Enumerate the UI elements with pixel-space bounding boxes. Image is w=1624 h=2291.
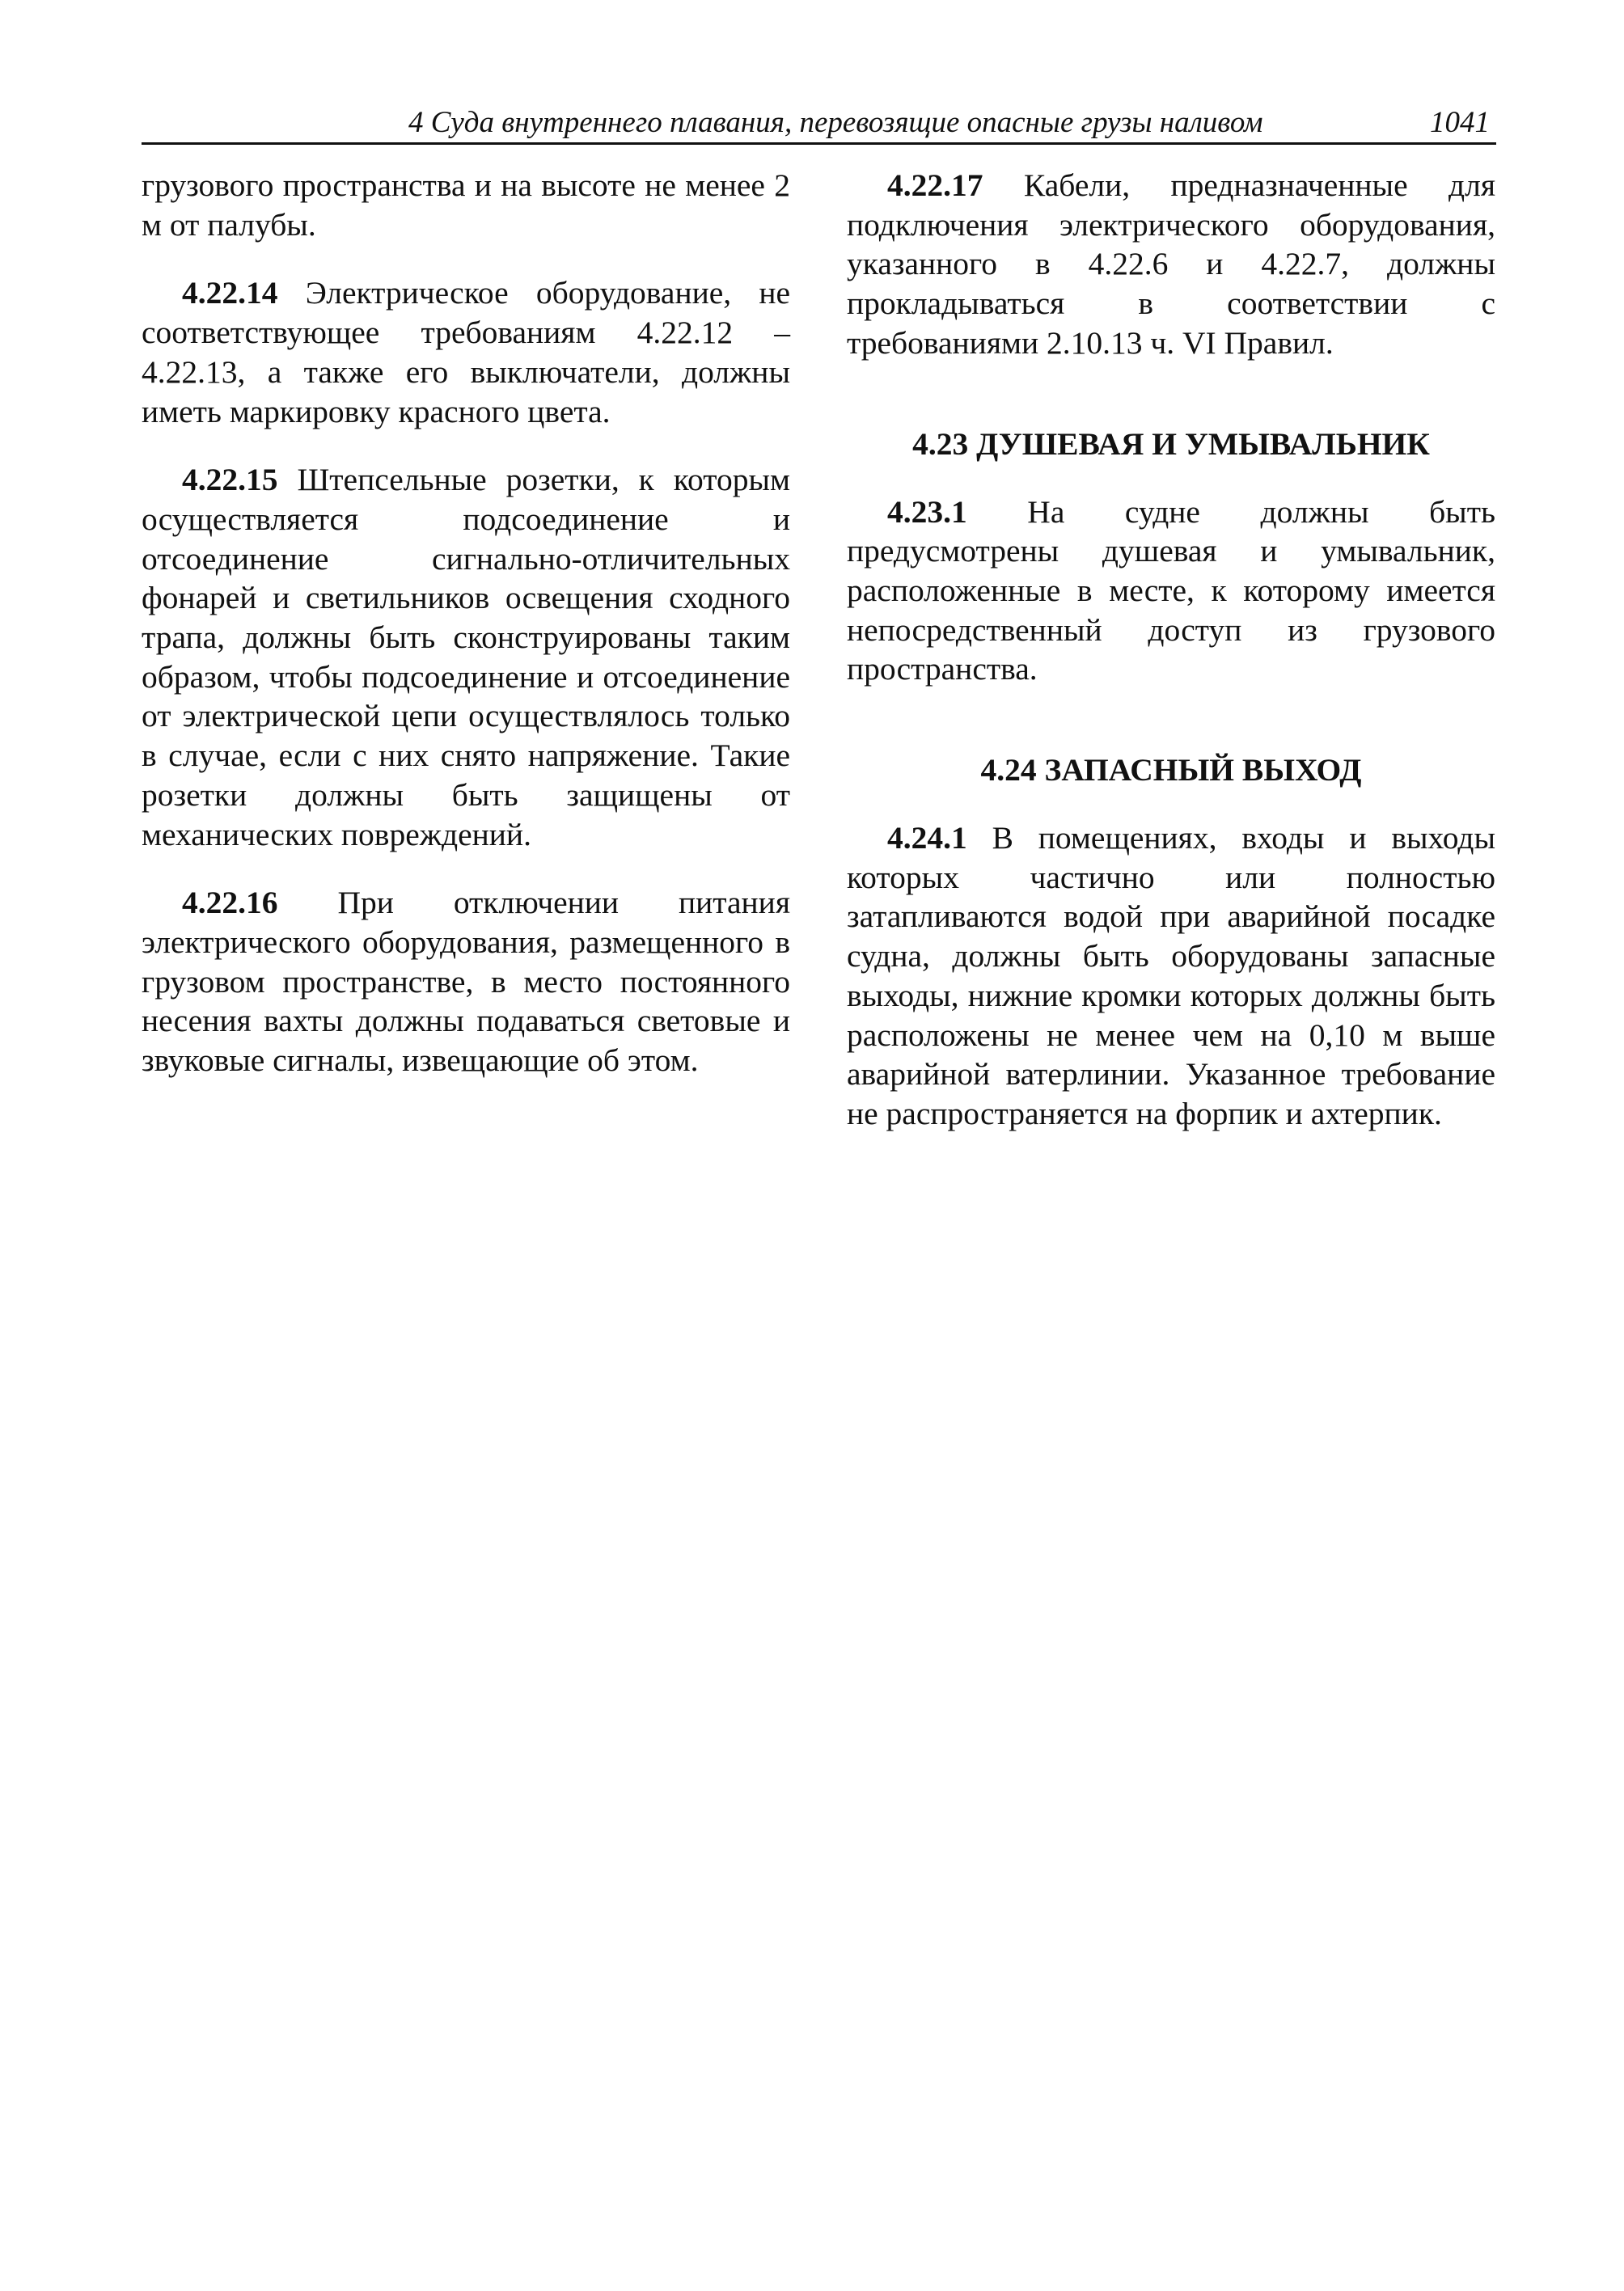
clause-number: 4.22.15: [182, 462, 278, 498]
paragraph-4-22-14: [142, 273, 790, 431]
paragraph-text: В помещениях, входы и выходы которых частично или полностью затапливаются водой при аварийной посадке судна, должны быть оборудованы запасные выходы, нижние кромки которых должны быть расположены не менее чем на 0,10 м выше аварийной ватерлинии. Указанное требование не распространяется на форпик и ахтерпик.: [847, 820, 1495, 1131]
section-heading-4-24: 4.24 ЗАПАСНЫЙ ВЫХОД: [980, 752, 1362, 788]
paragraph-text: Штепсельные розетки, к которым осуществляется подсоединение и отсоединение сигнально-отличительных фонарей и светильников освещения сходного трапа, должны быть сконструированы таким образом, чтобы подсоединение и отсоединение от электрической цепи осуществлялось только в случае, если с них снято напряжение. Такие розетки должны быть защищены от механических повреждений.: [142, 462, 790, 852]
clause-number: 4.22.16: [182, 885, 278, 921]
paragraph-text: На судне должны быть предусмотрены душевая и умывальник, расположенные в месте, к которому имеется непосредственный доступ из грузового пространства.: [847, 493, 1495, 687]
paragraph-text: Кабели, предназначенные для подключения электрического оборудования, указанного в 4.22.6 и 4.22.7, должны прокладываться в соответствии с требованиями 2.10.13 ч. VI Правил.: [847, 167, 1495, 361]
right-column: [847, 166, 1495, 1163]
page-number: 1041: [1430, 106, 1490, 139]
continuation-paragraph: [142, 166, 790, 244]
running-title: 4 Суда внутреннего плавания, перевозящие опасные грузы наливом: [408, 106, 1263, 139]
paragraph-text: При отключении питания электрического оборудования, размещенного в грузовом пространстве, в место постоянного несения вахты должны подаваться световые и звуковые сигналы, извещающие об этом.: [142, 885, 790, 1079]
clause-number: 4.22.14: [182, 275, 278, 311]
paragraph-4-24-1: [847, 818, 1495, 1134]
continuation-text: грузового пространства и на высоте не менее 2 м от палубы.: [142, 167, 790, 243]
clause-number: 4.23.1: [887, 493, 967, 530]
paragraph-4-23-1: [847, 492, 1495, 690]
paragraph-4-22-17: [847, 166, 1495, 363]
paragraph-4-22-16: [142, 883, 790, 1080]
left-column: [142, 166, 790, 1110]
paragraph-4-22-15: [142, 460, 790, 854]
clause-number: 4.22.17: [887, 167, 983, 203]
clause-number: 4.24.1: [887, 820, 967, 856]
running-header: [142, 104, 1496, 145]
section-heading-4-23: 4.23 ДУШЕВАЯ И УМЫВАЛЬНИК: [912, 425, 1430, 462]
paragraph-text: Электрическое оборудование, не соответствующее требованиям 4.22.12 – 4.22.13, а также его выключатели, должны иметь маркировку красного цвета.: [142, 275, 790, 429]
